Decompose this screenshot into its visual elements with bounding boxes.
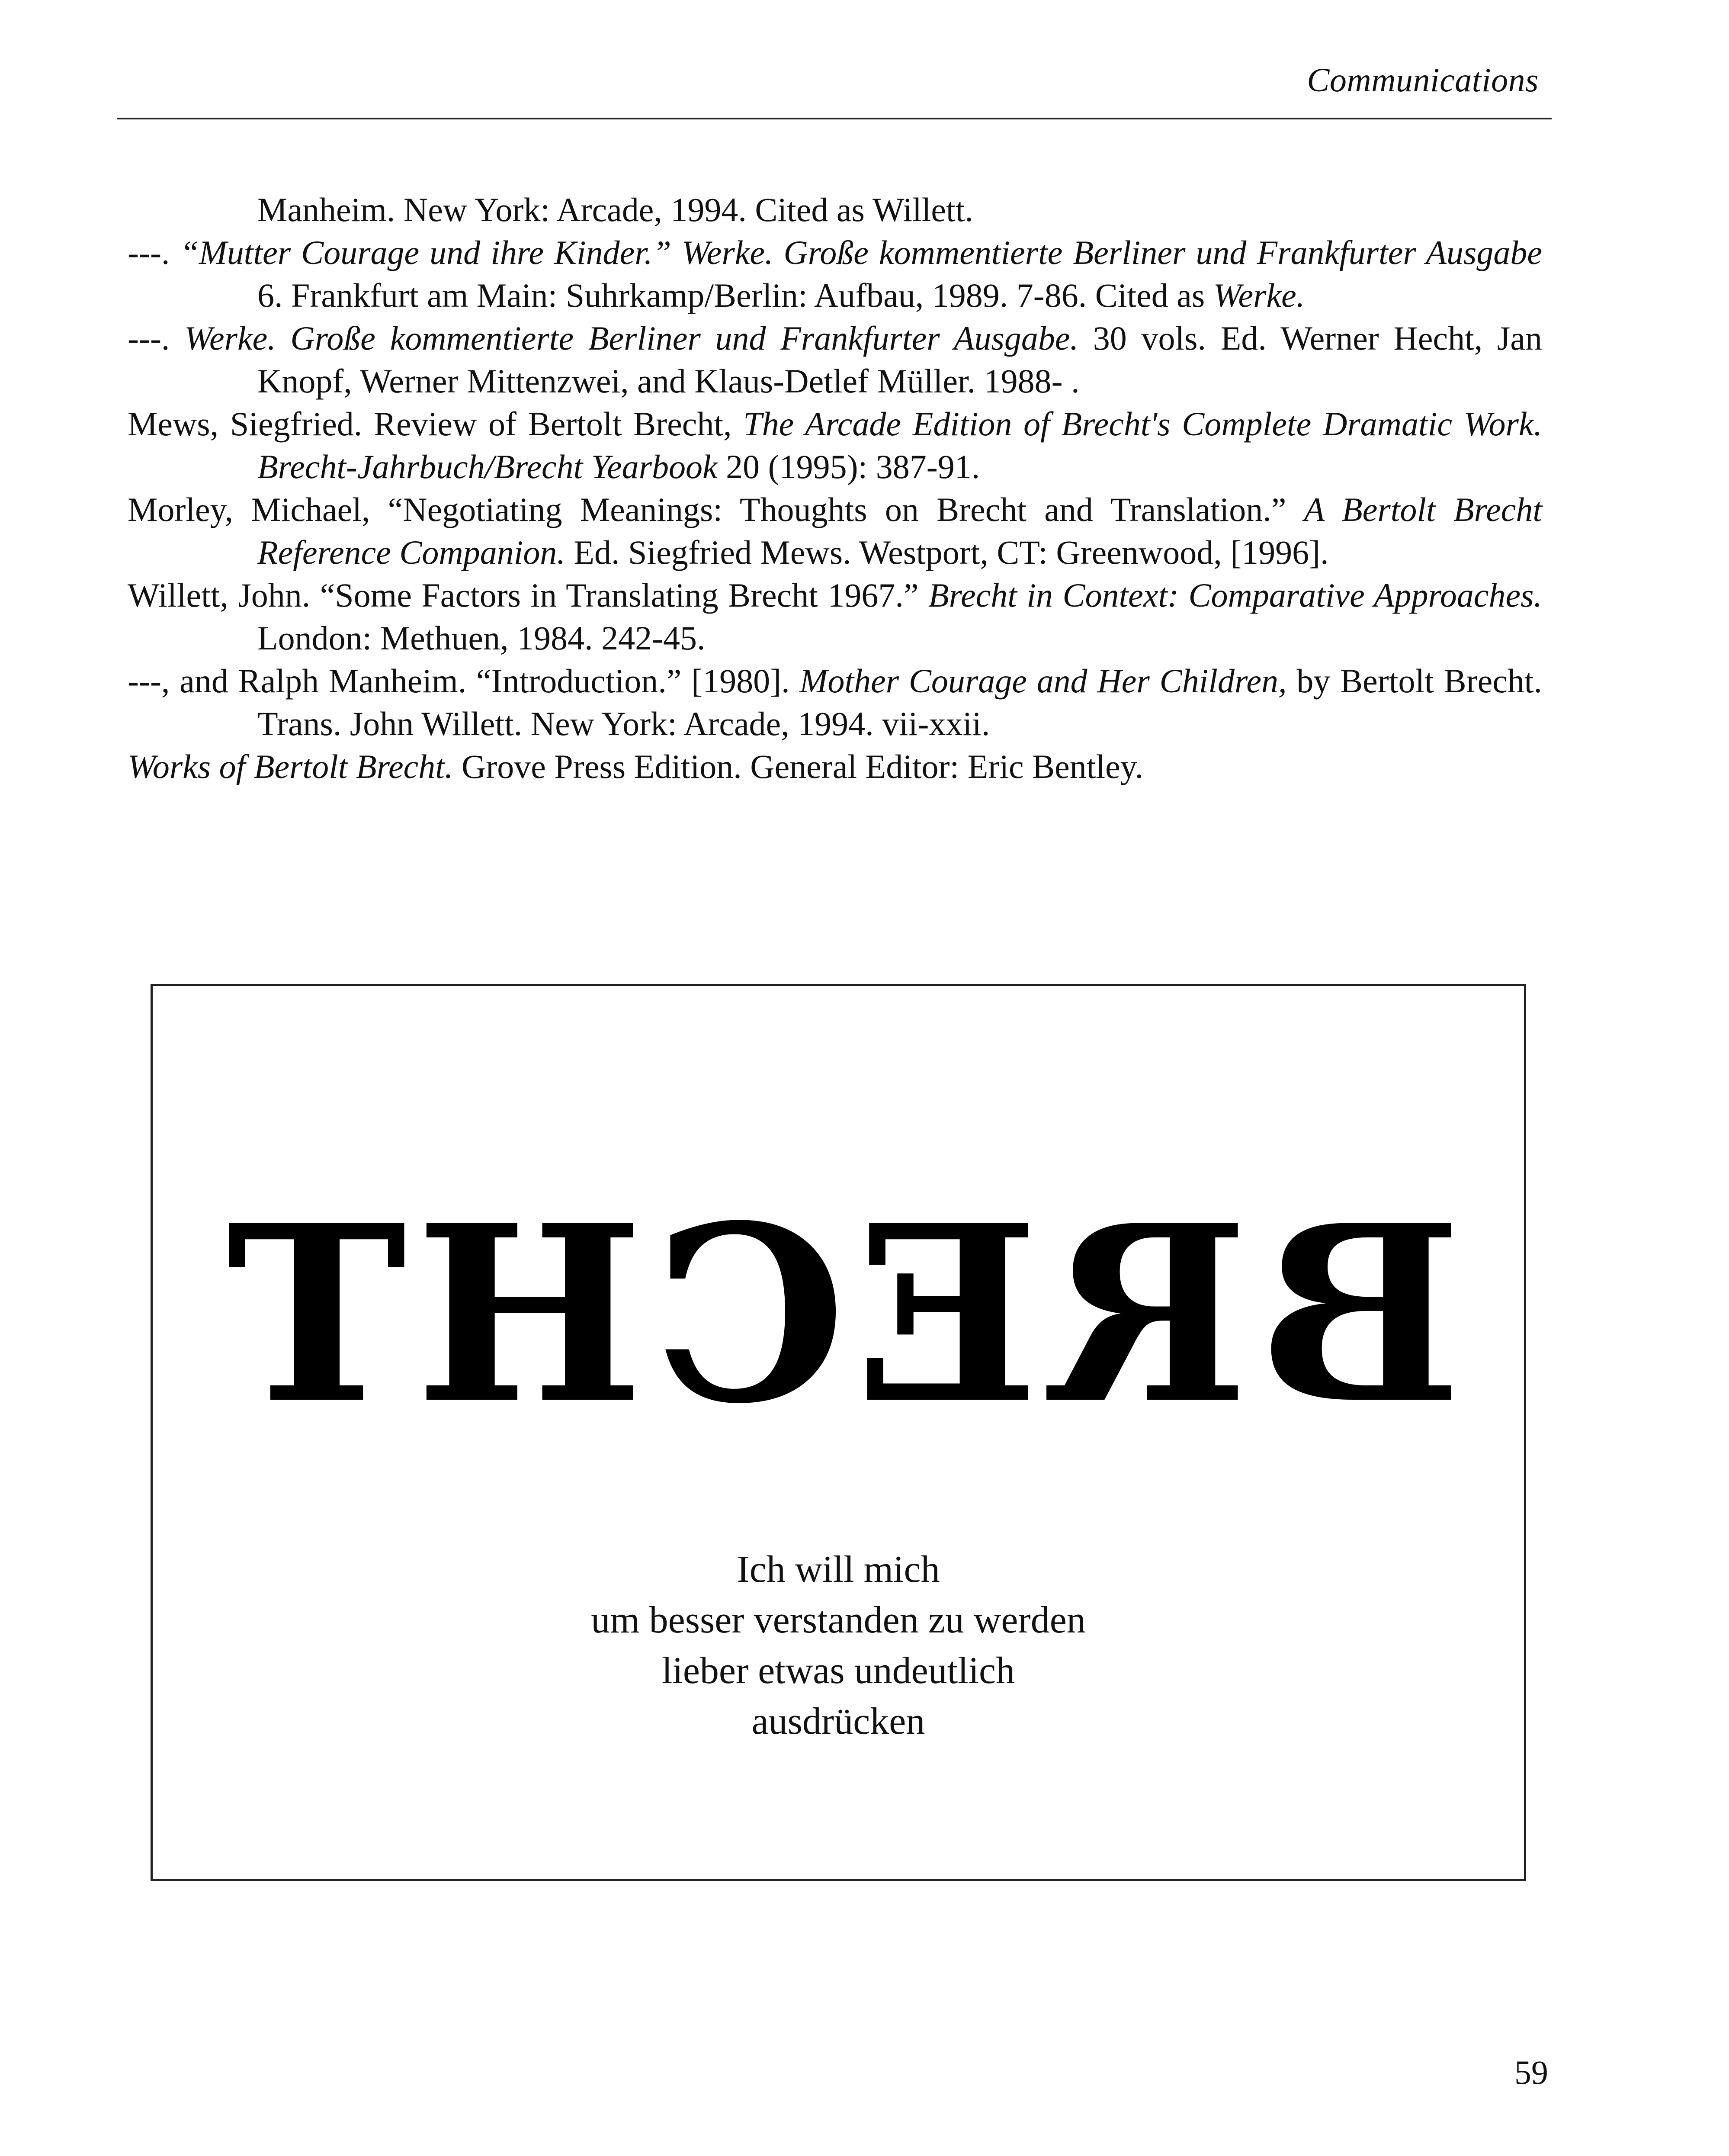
italic-title: Werke. Große kommentierte Berliner und Frankfurter Ausgabe. — [184, 319, 1078, 357]
entry-text: London: Methuen, 1984. 242-45. — [257, 619, 706, 657]
running-head: Communications — [1307, 61, 1539, 99]
bibliography-entry — [128, 402, 1542, 488]
page-number: 59 — [1514, 2053, 1548, 2091]
bibliography-entry — [128, 188, 1542, 231]
quote-line: lieber etwas undeutlich — [661, 1650, 1015, 1692]
entry-text: ---. — [128, 319, 185, 357]
bibliography-entry — [128, 659, 1542, 745]
italic-title: Works of Bertolt Brecht. — [128, 748, 453, 785]
bibliography-entry — [128, 231, 1542, 317]
brecht-logo-text: BRECHT — [218, 1173, 1463, 1457]
brecht-quote — [153, 1544, 1524, 1747]
italic-title: The Arcade Edition of Brecht's Complete Dramatic Work. Brecht-Jahrbuch/Brecht Yearbook — [257, 405, 1542, 485]
bibliography — [128, 188, 1542, 788]
bibliography-entry — [128, 488, 1542, 574]
entry-text: Grove Press Edition. General Editor: Eric Bentley. — [453, 748, 1144, 785]
quote-line: Ich will mich — [737, 1549, 940, 1590]
quote-line: ausdrücken — [751, 1700, 925, 1742]
italic-title: A Bertolt Brecht Reference Companion. — [257, 491, 1542, 571]
entry-text: ---, and Ralph Manheim. “Introduction.” [1980]. — [128, 662, 800, 700]
entry-text: Mews, Siegfried. Review of Bertolt Brecht, — [128, 405, 744, 443]
italic-title: Brecht in Context: Comparative Approaches. — [928, 576, 1542, 614]
bibliography-entry — [128, 317, 1542, 402]
entry-text: Manheim. New York: Arcade, 1994. Cited as Willett. — [257, 191, 973, 228]
brecht-logo — [218, 1173, 1463, 1457]
entry-text: Morley, Michael, “Negotiating Meanings: Thoughts on Brecht and Translation.” — [128, 491, 1304, 528]
entry-text: ---. — [128, 234, 180, 271]
italic-title: “Mutter Courage und ihre Kinder.” Werke. Große kommentierte Berliner und Frankfurter Ausgabe — [180, 234, 1542, 271]
bibliography-entry — [128, 745, 1542, 788]
entry-text: by Bertolt Brecht. Trans. John Willett. New York: Arcade, 1994. vii-xxii. — [257, 662, 1542, 742]
entry-text: 20 (1995): 387-91. — [717, 448, 980, 485]
italic-title: Mother Courage and Her Children, — [799, 662, 1287, 700]
bibliography-entry — [128, 574, 1542, 659]
entry-text: 6. Frankfurt am Main: Suhrkamp/Berlin: Aufbau, 1989. 7-86. Cited as — [257, 276, 1213, 314]
entry-text: Ed. Siegfried Mews. Westport, CT: Greenwood, [1996]. — [565, 533, 1329, 571]
advertisement-box — [151, 984, 1526, 1881]
entry-text: Willett, John. “Some Factors in Translating Brecht 1967.” — [128, 576, 928, 614]
italic-title: Werke. — [1213, 276, 1305, 314]
quote-line: um besser verstanden zu werden — [591, 1599, 1086, 1641]
header-rule — [117, 118, 1552, 119]
entry-text: 30 vols. Ed. Werner Hecht, Jan Knopf, Werner Mittenzwei, and Klaus-Detlef Müller. 1988- . — [257, 319, 1542, 400]
